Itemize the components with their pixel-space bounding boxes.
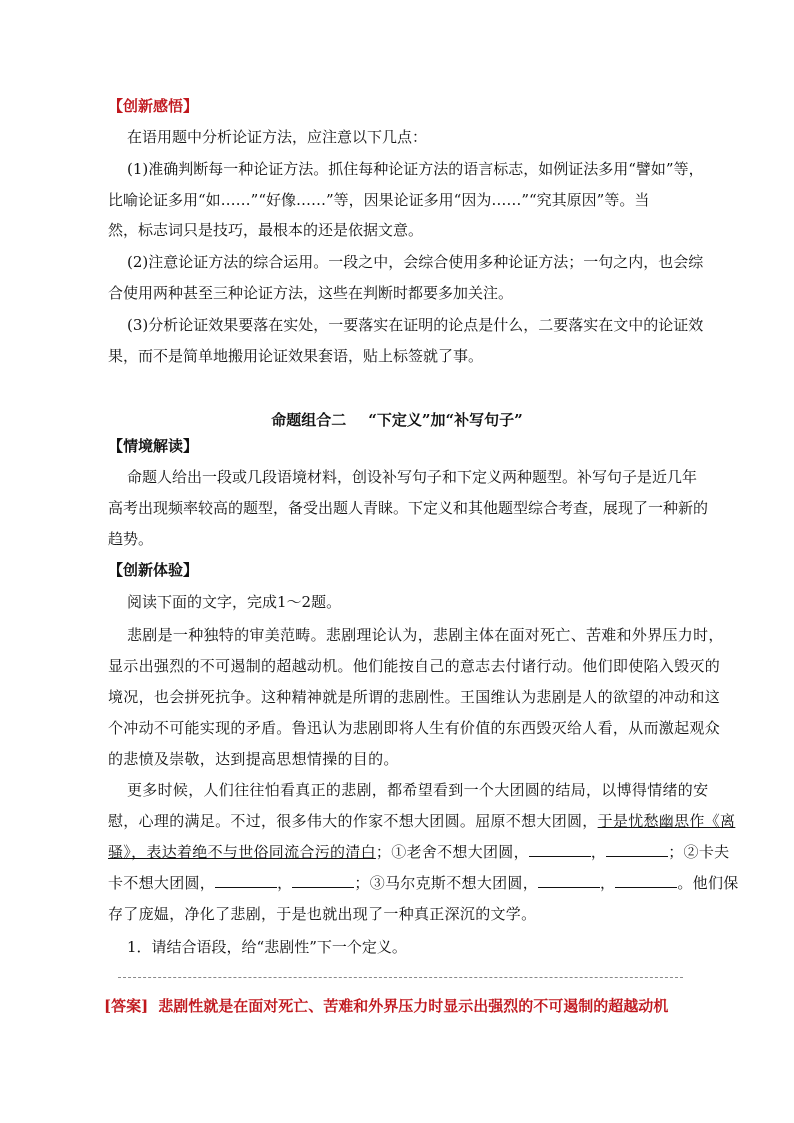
passage-p2-line2-text: 慰，心理的满足。不过，很多伟大的作家不想大团圆。屈原不想大团圆，: [108, 812, 598, 830]
passage-p1-line1: 悲剧是一种独特的审美范畴。悲剧理论认为，悲剧主体在面对死亡、苦难和外界压力时，: [127, 626, 724, 644]
passage-p2-line3: [108, 842, 730, 862]
answer-text: 悲剧性就是在面对死亡、苦难和外界压力时显示出强烈的不可遏制的超越动机: [158, 997, 669, 1015]
passage-p2-line3-part-b: ；②卡夫: [668, 843, 730, 861]
answer-line: [104, 996, 724, 1016]
passage-p2-line3-sep: ，: [590, 843, 607, 861]
reading-instruction: 阅读下面的文字，完成1～2题。: [127, 593, 342, 611]
passage-p2-line1: 更多时候，人们往往怕看真正的悲剧，都希望看到一个大团圆的结局，以博得情绪的安: [127, 781, 709, 799]
passage-p2-line2: [108, 811, 736, 831]
passage-p2-line5: 存了庞媪，净化了悲剧，于是也就出现了一种真正深沉的文学。: [108, 905, 537, 923]
dashed-divider: [118, 977, 683, 978]
passage-p1-line5: 的悲愤及崇敬，达到提高思想情操的目的。: [108, 750, 399, 768]
innovation-experience-heading: 【创新体验】: [108, 561, 199, 579]
fill-blank-2b[interactable]: [292, 873, 354, 888]
passage-p2-line4-sep: ，: [277, 874, 293, 892]
passage-p1-line3: 境况，也会拼死抗争。这种精神就是所谓的悲剧性。王国维认为悲剧是人的欲望的冲动和这: [108, 688, 721, 706]
point1-line3: 然，标志词只是技巧，最根本的还是依据文意。: [108, 221, 424, 239]
innovation-insight-heading: 【创新感悟】: [108, 97, 199, 115]
context-reading-heading: 【情境解读】: [108, 437, 199, 455]
passage-p1-line4: 个冲动不可能实现的矛盾。鲁迅认为悲剧即将人生有价值的东西毁灭给人看，从而激起观众: [108, 719, 721, 737]
context-reading-line1: 命题人给出一段或几段语境材料，创设补写句子和下定义两种题型。补写句子是近几年: [127, 468, 698, 486]
point3-line2: 果，而不是简单地搬用论证效果套语，贴上标签就了事。: [108, 347, 484, 365]
fill-blank-2a[interactable]: [215, 873, 277, 888]
passage-p2-line4-part-b: ；③马尔克斯不想大团圆，: [354, 874, 539, 892]
passage-p2-line3-part-a: ；①老舍不想大团圆，: [375, 843, 529, 861]
fill-blank-1a[interactable]: [529, 842, 591, 857]
fill-blank-3b[interactable]: [615, 873, 677, 888]
point2-line1: (2)注意论证方法的综合运用。一段之中，会综合使用多种论证方法；一句之内，也会综: [127, 253, 704, 271]
passage-p1-line2: 显示出强烈的不可遏制的超越动机。他们能按自己的意志去付诸行动。他们即使陷入毁灭的: [108, 657, 721, 675]
passage-p2-line4-sep2: ，: [600, 874, 616, 892]
passage-p2-line4-part-c: 。他们保: [677, 874, 739, 892]
fill-blank-1b[interactable]: [606, 842, 668, 857]
section-title-label: 命题组合二: [271, 411, 347, 429]
innovation-insight-intro: 在语用题中分析论证方法，应注意以下几点：: [127, 128, 428, 146]
section-title-topic: “下定义”加“补写句子”: [368, 411, 523, 429]
context-reading-line3: 趋势。: [108, 530, 154, 548]
point2-line2: 合使用两种甚至三种论证方法，这些在判断时都要多加关注。: [108, 284, 514, 302]
section-title: [0, 410, 794, 430]
point3-line1: (3)分析论证效果要落在实处，一要落实在证明的论点是什么，二要落实在文中的论证效: [127, 316, 704, 334]
context-reading-line2: 高考出现频率较高的题型，备受出题人青睐。下定义和其他题型综合考查，展现了一种新的: [108, 499, 709, 517]
fill-blank-3a[interactable]: [538, 873, 600, 888]
passage-p2-line2-underlined: 于是忧愁幽思作《离: [597, 812, 736, 830]
answer-tag: [答案]: [104, 997, 149, 1015]
passage-p2-line4-part-a: 卡不想大团圆，: [108, 874, 216, 892]
point1-line2: 比喻论证多用“如……”“好像……”等，因果论证多用“因为……”“究其原因”等。当: [108, 191, 650, 209]
point1-line1: (1)准确判断每一种论证方法。抓住每种论证方法的语言标志，如例证法多用“譬如”等，: [127, 160, 704, 178]
question-1: 1．请结合语段，给“悲剧性”下一个定义。: [127, 938, 407, 956]
passage-p2-line4: [108, 873, 739, 893]
passage-p2-line3-underlined: 骚》，表达着绝不与世俗同流合污的清白: [108, 843, 376, 861]
